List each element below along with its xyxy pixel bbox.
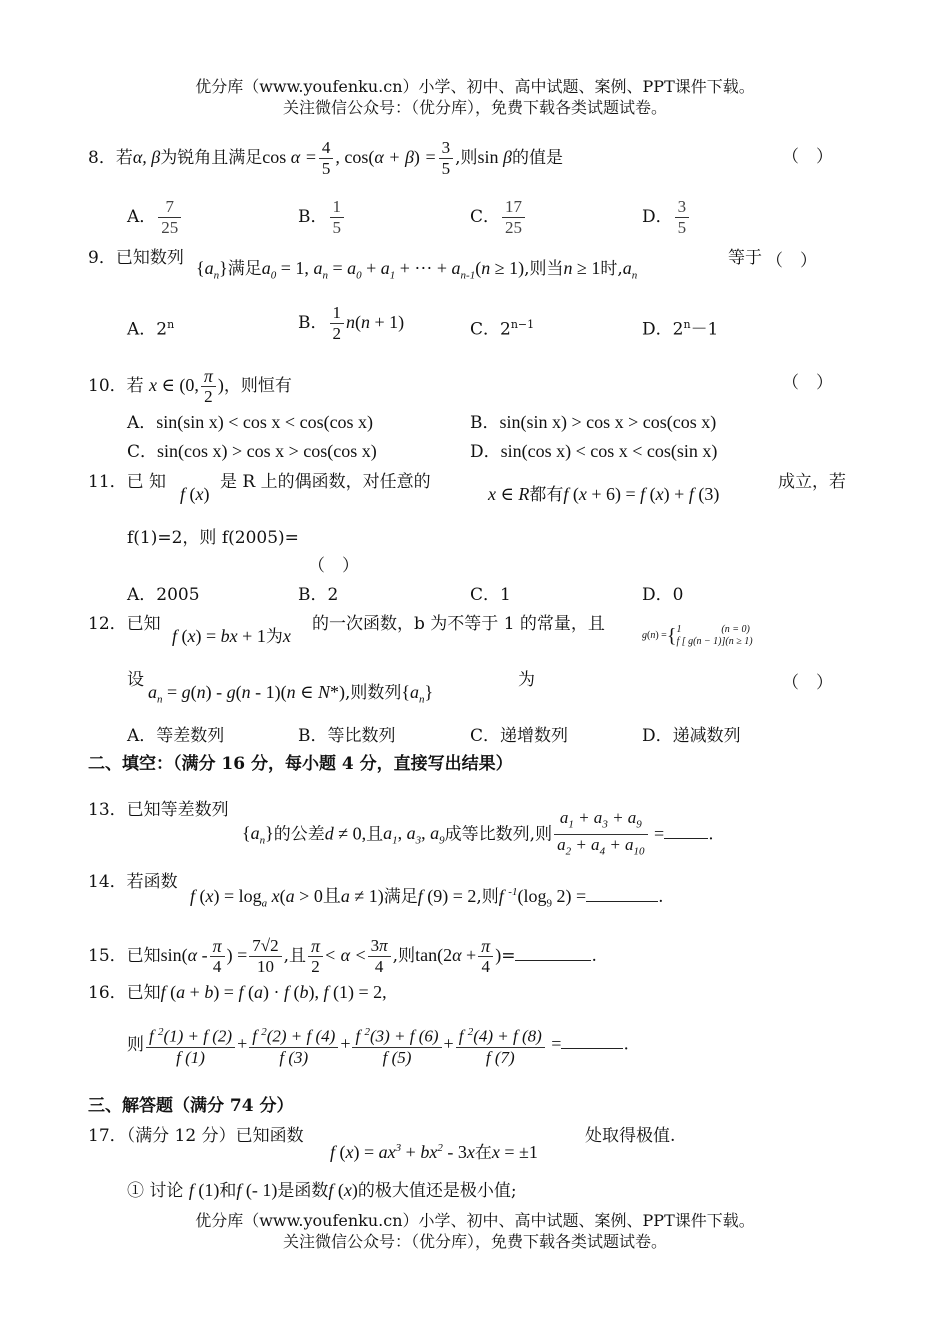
q9-option-b: B． $\frac{1}{2}$ n(n + 1) (298, 303, 405, 343)
q11-option-a: A．2005 (127, 585, 200, 605)
header-line-2: 关注微信公众号：（优分库），免费下载各类试题试卷。 (282, 98, 667, 117)
q8-stem-2: 为锐角且满足 (160, 148, 263, 168)
q17-sub-1: ① 讨论 f (1)和f (- 1)是函数f (x)的极大值还是极小值; (127, 1180, 517, 1201)
q9-answer-paren: （ ） (766, 251, 817, 271)
q12-answer-paren: （ ） (782, 673, 833, 693)
q12-option-d: D．递减数列 (642, 726, 741, 746)
q16-expression: 则 $\frac{f ^2(1) + f (2)}{f (1)}$ + $\frac{f ^2(2) + f (4)}{f (3)}$ + $\frac{f ^2(3) + f (6)}{f (5)}$ + $\frac{f ^2(4) + f (8)}{f (7)}$ = . (127, 1022, 629, 1068)
q13-answer-blank[interactable] (664, 826, 708, 839)
q8-number: 8． (88, 148, 116, 168)
q12-stem-3: 的一次函数，b 为不等于 1 的常量，且 (312, 614, 605, 634)
q11-answer-paren: （ ） (308, 556, 359, 576)
q8-stem-3: ,则 (455, 148, 478, 168)
q8-stem-4: 的值是 (511, 148, 563, 168)
q11-stem-2: 是 R 上的偶函数，对任意的 (220, 472, 431, 492)
question-14: 14．若函数 (88, 872, 178, 892)
q8-frac-4-5: $\frac{4}{5}$ (319, 138, 334, 179)
q12-line-2-tail: 为 (518, 670, 535, 690)
footer-line-1: 优分库（www.youfenku.cn）小学、初中、高中试题、案例、PPT课件下载。 (195, 1211, 755, 1230)
q9-option-d: D．$2^n-1$ (642, 318, 719, 340)
header-line-1: 优分库（www.youfenku.cn）小学、初中、高中试题、案例、PPT课件下载。 (195, 77, 755, 96)
q10-option-a: A．sin(sin x) < cos x < cos(cos x) (127, 412, 374, 433)
q12-fx: f (x) = bx + 1为x (172, 626, 291, 647)
q17-function: f $(x) = ax^3 + bx^2 - 3x$在x = ±1 (330, 1142, 538, 1163)
q11-option-c: C．1 (470, 585, 511, 605)
q8-option-d: D． $\frac{3}{5}$ (642, 197, 691, 238)
q11-option-d: D．0 (642, 585, 684, 605)
q15-answer-blank[interactable] (515, 948, 591, 961)
q12-option-c: C．递增数列 (470, 726, 569, 746)
question-9-cont: $\{a_n\}$满足$a_0 = 1$, $a_n = a_0 + a_1$ + ··· + $a_{n-1}(n \ge 1)$,则当n ≥ 1时$,a_n$ (196, 258, 638, 282)
q13-body: $\{a_n\}$的公差d ≠ 0,且$a_1$, $a_3$, $a_9$成等比数列,则 $\frac{a_1 + a_3 + a_9}{a_2 + a_4 + a_{10}}$ = . (242, 808, 714, 858)
q12-g-definition: g(n) ={ 1 (n = 0) f [ g(n − 1)](n ≥ 1) (642, 624, 753, 647)
q9-option-a: A．2$^n$ (127, 318, 175, 340)
question-13: 13．已知等差数列 (88, 800, 229, 820)
q11-option-b: B．2 (298, 585, 339, 605)
question-12: 12．已知 (88, 614, 161, 634)
q8-option-a: A． $\frac{7}{25}$ (127, 197, 183, 238)
question-9: 9．已知数列 (88, 248, 184, 268)
q11-fx: f (x) (180, 484, 210, 504)
q14-answer-blank[interactable] (586, 889, 658, 902)
question-16: 16．已知f (a + b) = f (a) · f (b), f (1) = 2, (88, 982, 387, 1003)
q10-option-d: D．sin(cos x) < cos x < cos(sin x) (470, 441, 718, 462)
question-8: 8．若α, β为锐角且满足cos α = $\frac{4}{5}$ , cos(α + β) = $\frac{3}{5}$ ,则sin β的值是 (88, 138, 563, 178)
q8-stem-1: 若 (115, 148, 133, 168)
footer-line-2: 关注微信公众号：（优分库），免费下载各类试题试卷。 (282, 1232, 667, 1251)
q8-frac-3-5: $\frac{3}{5}$ (439, 138, 454, 179)
question-17: 17．（满分 12 分）已知函数 (88, 1126, 304, 1146)
q8-option-c: C． $\frac{17}{25}$ (470, 197, 527, 238)
question-11: 11．已 知 (88, 472, 167, 492)
q11-stem-4: 成立，若 (778, 472, 846, 492)
q12-option-b: B．等比数列 (298, 726, 396, 746)
q12-option-a: A．等差数列 (127, 726, 225, 746)
question-10: 10．若 x ∈ (0, $\frac{\pi}{2}$ )，则恒有 (88, 366, 292, 406)
q12-line-2: 设 (127, 670, 144, 690)
q10-answer-paren: （ ） (782, 373, 833, 393)
question-15: 15．已知sin(α - $\frac{\pi}{4}$ ) = $\frac{7√2}{10}$ ,且 $\frac{\pi}{2}$ < α < $\frac{3\pi}{4}$ ,则tan(2α + $\frac{\pi}{4}$ )= . (88, 936, 597, 976)
q9-stem-tail: 等于 (728, 248, 762, 268)
q8-option-b: B． $\frac{1}{5}$ (298, 197, 346, 238)
q10-option-c: C．sin(cos x) > cos x > cos(cos x) (127, 441, 377, 462)
q8-answer-paren: （ ） (782, 147, 833, 167)
q9-option-c: C．$2^{n-1}$ (470, 318, 535, 340)
q10-pi-over-2: $\frac{\pi}{2}$ (201, 366, 216, 407)
q17-stem-3: 处取得极值. (585, 1126, 676, 1146)
q14-body: f $(x) = \log_a x(a > 0$且a ≠ 1)满足f (9) = 2,则f $^{-1}(\log_9$ 2) = . (190, 886, 664, 910)
q10-option-b: B．sin(sin x) > cos x > cos(cos x) (470, 412, 717, 433)
q11-condition: x ∈ R都有f (x + 6) = f (x) + f (3) (488, 484, 720, 505)
q11-line-2: f(1)=2，则 f(2005)= (127, 528, 299, 548)
section-2-heading: 二、填空：（满分 16 分，每小题 4 分，直接写出结果） (88, 754, 513, 774)
q12-sequence-def: $a_n = g(n) - g(n - 1)(n$ ∈ N*),则数列$\{a_n\}$ (148, 682, 434, 706)
q16-answer-blank[interactable] (561, 1036, 623, 1049)
section-3-heading: 三、解答题（满分 74 分） (88, 1096, 294, 1116)
